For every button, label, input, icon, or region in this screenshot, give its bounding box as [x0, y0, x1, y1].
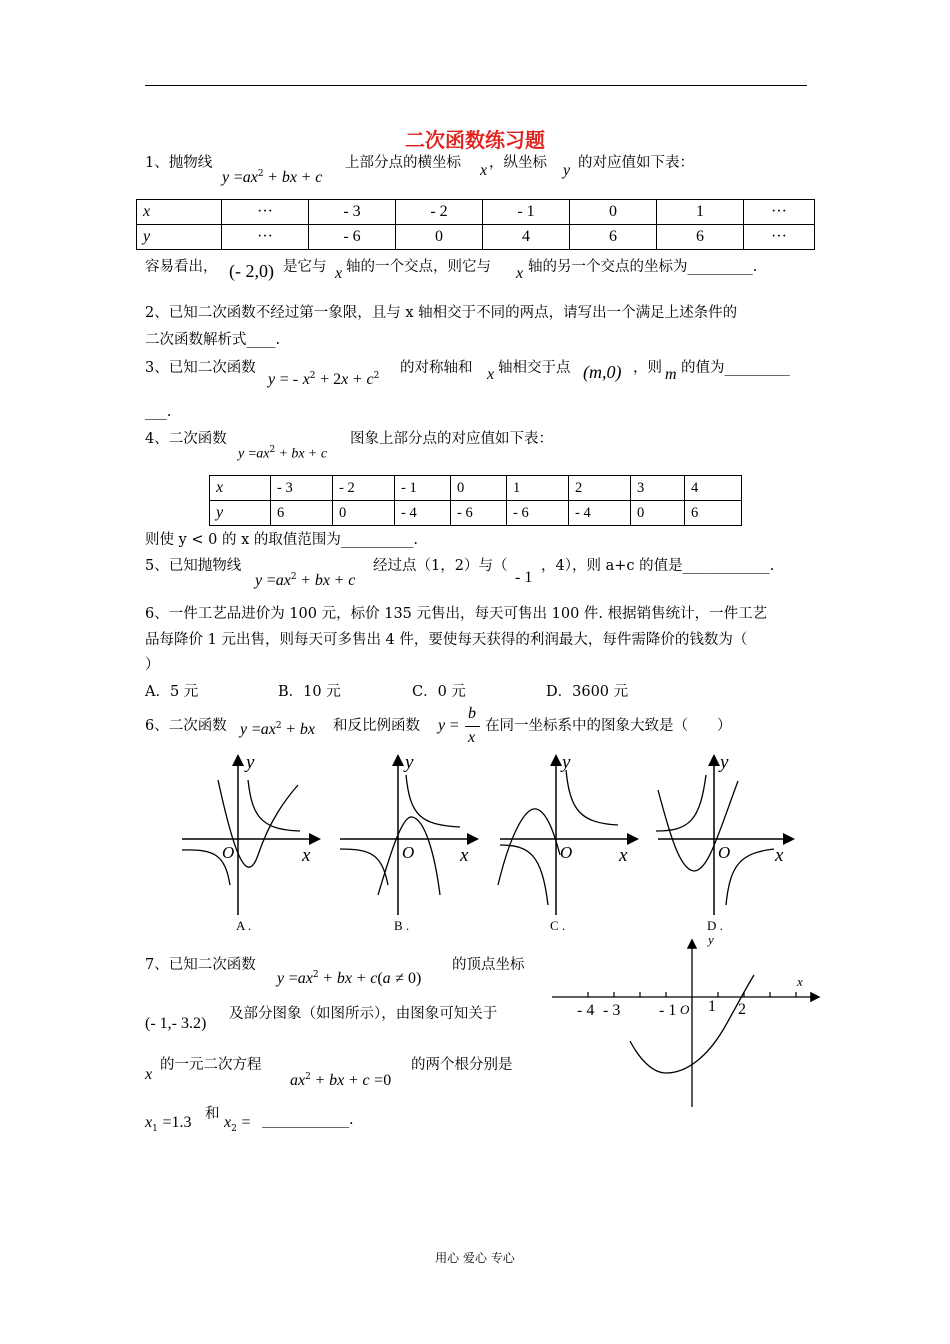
- q1-x-cell: - 3: [309, 200, 396, 225]
- graph-b-x-label: x: [460, 845, 469, 866]
- graph-a-origin: O: [222, 843, 235, 862]
- q6b-prefix: 6、二次函数: [145, 718, 227, 734]
- q4-x-cell: - 1: [395, 476, 451, 501]
- q3-formula: y = - $x^2 + 2x + c^2$: [268, 370, 380, 388]
- q6b-frac-num: b: [468, 705, 476, 722]
- q1-table: [136, 199, 815, 250]
- q1-suffix: 的对应值如下表：: [578, 155, 694, 171]
- graph-b: [340, 757, 476, 915]
- q1-y-cell: 4: [483, 225, 570, 250]
- q6a-option-a[interactable]: A．5 元: [145, 684, 199, 700]
- q2-line1: 2、已知二次函数不经过第一象限，且与 x 轴相交于不同的两点，请写出一个满足上述条件的: [145, 305, 738, 321]
- q1-x-cell: - 1: [483, 200, 570, 225]
- q7-mid: 的顶点坐标: [452, 957, 525, 973]
- q1-y-cell: 6: [570, 225, 657, 250]
- header-rule: [145, 85, 807, 86]
- q1-y-cell: ···: [222, 225, 309, 250]
- graph-b-label[interactable]: B .: [394, 918, 410, 933]
- graph-c-x-label: x: [619, 845, 628, 866]
- q1-after-c: 轴的一个交点，则它与: [346, 259, 491, 275]
- q6a-option-d[interactable]: D．3600 元: [546, 684, 629, 700]
- q1-table-x-label: x: [137, 200, 222, 225]
- q1-y-cell: 0: [396, 225, 483, 250]
- q4-formula: $y =ax^2$ + bx + c: [238, 445, 328, 462]
- q7-graph: [548, 935, 824, 1115]
- q6b-formula2: y =: [438, 717, 459, 734]
- q7-origin: O: [680, 1002, 690, 1017]
- q7-var-x: x: [145, 1066, 153, 1083]
- q4-table-row-x: [210, 476, 742, 501]
- q3-mid: 的对称轴和: [400, 360, 473, 376]
- graph-c-label[interactable]: C .: [550, 918, 566, 933]
- graph-c-hyperbola-1: [566, 770, 618, 825]
- q4-x-cell: - 3: [271, 476, 333, 501]
- q1-x-cell: ···: [222, 200, 309, 225]
- page-title: 二次函数练习题: [405, 128, 545, 152]
- graph-b-hyperbola-1: [406, 775, 460, 827]
- q6b-mid: 和反比例函数: [333, 718, 420, 734]
- q3-cont: ___.: [145, 404, 172, 420]
- q1-y-cell: ···: [744, 225, 815, 250]
- q7-tick-label: 1: [708, 998, 716, 1015]
- q4-table-x-label: x: [210, 476, 271, 501]
- graph-a-x-label: x: [302, 845, 311, 866]
- q7-mid3: 的一元二次方程: [160, 1057, 262, 1073]
- q4-y-cell: - 4: [395, 501, 451, 526]
- graph-d: [656, 757, 792, 915]
- q7-tick-label: - 4: [577, 1002, 595, 1019]
- q6a-option-b[interactable]: B．10 元: [278, 684, 341, 700]
- q7-tick-label: - 1: [659, 1002, 677, 1019]
- q4-y-cell: - 6: [507, 501, 569, 526]
- q1-x-cell: ···: [744, 200, 815, 225]
- graph-c-origin: O: [560, 843, 573, 862]
- q7-y-label: y: [708, 932, 714, 947]
- q1-y-cell: 6: [657, 225, 744, 250]
- graph-a-label[interactable]: A .: [236, 918, 252, 933]
- q3-mid2: 轴相交于点: [498, 360, 571, 376]
- q7-prefix: 7、已知二次函数: [145, 957, 256, 973]
- q3-var-x: x: [487, 366, 495, 383]
- q4-x-cell: 1: [507, 476, 569, 501]
- q4-table-row-y: [210, 501, 742, 526]
- q4-y-cell: - 6: [451, 501, 507, 526]
- q4-x-cell: 0: [451, 476, 507, 501]
- graph-d-label[interactable]: D .: [707, 918, 723, 933]
- graph-b-origin: O: [402, 843, 415, 862]
- q6a-line1: 6、一件工艺品进价为 100 元，标价 135 元售出，每天可售出 100 件. 根据销售统计，一件工艺: [145, 606, 768, 622]
- q1-var-x: x: [480, 162, 488, 179]
- q4-y-cell: - 4: [569, 501, 631, 526]
- q1-after-x1: x: [335, 265, 343, 282]
- q1-x-cell: 1: [657, 200, 744, 225]
- q7-and: 和: [205, 1106, 220, 1122]
- q4-y-cell: 6: [271, 501, 333, 526]
- page-footer: 用心 爱心 专心: [435, 1251, 515, 1265]
- q5-prefix: 5、已知抛物线: [145, 558, 242, 574]
- q4-x-cell: 4: [685, 476, 742, 501]
- q1-prefix: 1、抛物线: [145, 155, 213, 171]
- graph-d-x-label: x: [775, 845, 784, 866]
- q4-x-cell: - 2: [333, 476, 395, 501]
- graph-d-hyperbola-1: [656, 775, 706, 831]
- q1-point: (- 2,0): [229, 261, 274, 281]
- graph-c-y-label: y: [562, 752, 571, 773]
- q1-mid: 上部分点的横坐标: [345, 155, 461, 171]
- q6b-suffix: 在同一坐标系中的图象大致是（ ）: [485, 718, 732, 734]
- q6b-graphs: [170, 745, 800, 925]
- q1-table-y-label: y: [137, 225, 222, 250]
- q4-y-cell: 6: [685, 501, 742, 526]
- q3-prefix: 3、已知二次函数: [145, 360, 256, 376]
- graph-b-y-label: y: [405, 752, 414, 773]
- q7-x1: $x_1 =1.3$: [145, 1114, 192, 1134]
- q4-table-y-label: y: [210, 501, 271, 526]
- q1-var-y: y: [563, 162, 571, 179]
- q5-formula: $y =ax^2$ + bx + c: [255, 571, 356, 589]
- q1-x-cell: - 2: [396, 200, 483, 225]
- q4-prefix: 4、二次函数: [145, 431, 227, 447]
- q1-after-d: 轴的另一个交点的坐标为_________.: [528, 259, 758, 275]
- q2-line2: 二次函数解析式____.: [145, 332, 281, 348]
- graph-d-origin: O: [718, 843, 731, 862]
- q4-after: 则使 y < 0 的 x 的取值范围为__________.: [145, 532, 419, 548]
- q3-point: (m,0): [583, 362, 622, 382]
- q7-mid2: 及部分图象（如图所示），由图象可知关于: [229, 1006, 498, 1022]
- graph-c: [498, 757, 636, 915]
- graph-a: [182, 757, 318, 915]
- graph-d-hyperbola-2: [726, 849, 774, 905]
- q7-x-label: x: [797, 974, 803, 989]
- q5-mid: 经过点（1，2）与（: [373, 558, 508, 574]
- q7-equation: $ax^2$ + bx + c =0: [290, 1071, 392, 1089]
- q1-mid2: ，纵坐标: [489, 155, 547, 171]
- q1-x-cell: 0: [570, 200, 657, 225]
- q7-mid4: 的两个根分别是: [411, 1057, 513, 1073]
- q4-suffix: 图象上部分点的对应值如下表：: [350, 431, 553, 447]
- q5-neg: - 1: [515, 569, 533, 586]
- q6b-formula1: $y =ax^2$ + bx: [240, 720, 315, 738]
- graph-b-hyperbola-2: [340, 849, 388, 885]
- q6b-frac-bar: [465, 726, 480, 727]
- q3-suffix: 的值为_________: [681, 360, 790, 376]
- q6b-frac-den: x: [468, 729, 476, 746]
- q7-blank: ____________.: [262, 1112, 354, 1128]
- q5-suffix: ，4），则 a+c 的值是____________.: [541, 558, 775, 574]
- q4-y-cell: 0: [631, 501, 685, 526]
- q6a-option-c[interactable]: C．0 元: [412, 684, 466, 700]
- q1-table-row-x: [137, 200, 815, 225]
- q4-x-cell: 2: [569, 476, 631, 501]
- q6a-line2: 品每降价 1 元出售，则每天可多售出 4 件，要使每天获得的利润最大，每件需降价的钱数为（: [145, 632, 748, 648]
- graph-a-hyperbola-1: [248, 780, 300, 831]
- q7-tick-label: - 3: [603, 1002, 621, 1019]
- graph-c-parabola: [498, 809, 560, 885]
- q3-mid3: ，则: [633, 360, 662, 376]
- q1-after-a: 容易看出，: [145, 259, 218, 275]
- q6a-line3: ）: [145, 657, 160, 673]
- q1-after-b: 是它与: [283, 259, 327, 275]
- graph-a-y-label: y: [246, 752, 255, 773]
- q1-table-row-y: [137, 225, 815, 250]
- q4-x-cell: 3: [631, 476, 685, 501]
- q4-table: [209, 475, 742, 526]
- q7-formula: $y =ax^2$ + bx + c(a ≠ 0): [277, 969, 422, 987]
- q1-y-cell: - 6: [309, 225, 396, 250]
- q7-tick-label: 2: [738, 1001, 746, 1018]
- q4-y-cell: 0: [333, 501, 395, 526]
- q1-after-x2: x: [516, 265, 524, 282]
- q7-vertex: (- 1,- 3.2): [145, 1015, 207, 1032]
- q1-formula: $y =ax^2$ + bx + c: [222, 168, 323, 186]
- q7-x2: $x_2$ =: [224, 1114, 251, 1134]
- q3-var-m: m: [665, 366, 677, 383]
- graph-d-y-label: y: [720, 752, 729, 773]
